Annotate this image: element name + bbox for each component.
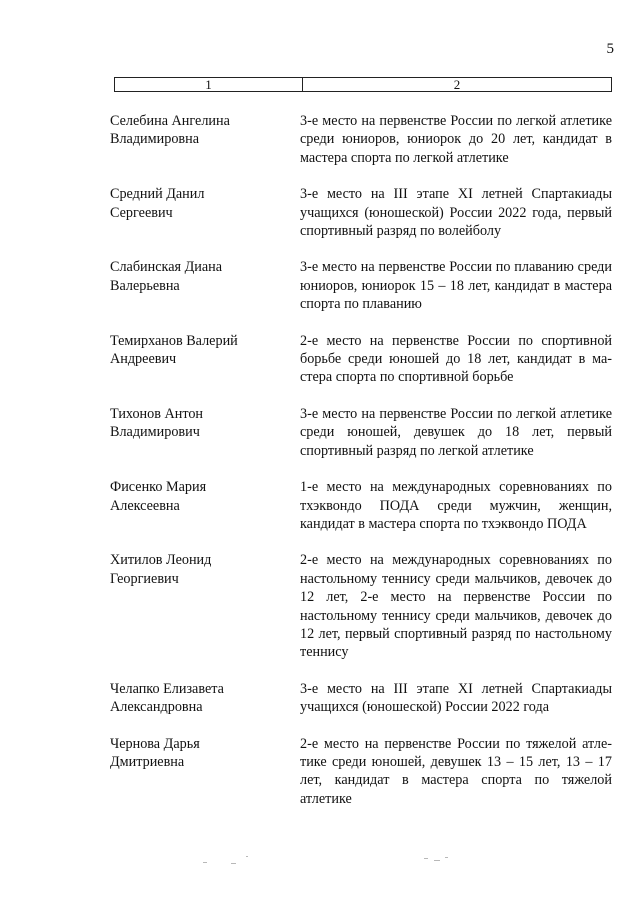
person-name [110,478,300,515]
person-surname-first-name: Чернова Дарья [110,735,200,752]
scan-artifacts [0,853,640,869]
scan-artifact-mark [231,863,236,864]
person-surname-first-name: Слабинская Диана [110,259,223,276]
column-header-2: 2 [453,77,461,92]
person-name [110,185,300,222]
list-item [110,332,614,387]
scan-artifact-mark [445,857,448,858]
list-item [110,680,614,717]
person-name [110,332,300,369]
person-patronymic: Дмитриевна [110,753,185,770]
achievement-description: 1-е место на международных соревнованиях по тхэквондо ПОДА среди мужчин, женщин, кандидат в мастера спорта по тхэквондо ПОДА [300,479,612,532]
list-item [110,735,614,809]
list-item [110,478,614,533]
person-surname-first-name: Челапко Елизавета [110,680,224,697]
person-patronymic: Сергеевич [110,204,173,221]
scan-artifact-mark [434,860,440,861]
person-patronymic: Андреевич [110,351,177,368]
person-name [110,112,300,149]
achievement-description: 2-е место на первенстве России по спортивной борьбе среди юношей до 18 лет, кандидат в мастера спорта по спортивной борьбе [300,332,612,386]
person-patronymic: Георгиевич [110,570,179,587]
column-header-1: 1 [115,78,303,91]
person-surname-first-name: Селебина Ангелина [110,113,230,129]
person-surname-first-name: Фисенко Мария [110,479,207,496]
list-item [110,185,614,240]
person-name [110,735,300,772]
award-list [110,112,614,826]
person-name [110,680,300,717]
person-surname-first-name: Хитилов Леонид [110,552,212,569]
scan-artifact-mark [424,858,428,859]
achievement-description: 2-е место на первенстве России по тяжелой атлетике среди юношей, девушек 13 – 15 лет, 13 – 17 лет, кандидат в мастера спорта по тяжелой атлетике [300,735,612,807]
person-surname-first-name: Темирханов Валерий [110,332,238,349]
column-header-row [114,77,612,92]
achievement-description: 3-е место на III этапе XI летней Спартакиады учащихся (юношеской) России 2022 года [300,680,612,716]
list-item [110,405,614,460]
person-name [110,258,300,295]
list-item [110,112,614,167]
person-patronymic: Владимировна [110,131,199,148]
list-item [110,258,614,313]
achievement-description: 3-е место на первенстве России по легкой атлетике среди юниоров, юниорок до 20 лет, кандидат в мастера спорта по легкой атлетике [300,113,612,166]
person-name [110,551,300,588]
person-surname-first-name: Тихонов Антон [110,405,204,422]
list-item [110,551,614,661]
person-patronymic: Валерьевна [110,277,180,294]
achievement-description: 3-е место на III этапе XI летней Спартакиады учащихся (юношеской) России 2022 года, первый спортивный разряд по волейболу [300,186,612,240]
person-surname-first-name: Средний Данил [110,186,205,203]
page-number: 5 [606,41,614,57]
scan-artifact-mark [246,856,248,857]
scan-artifact-mark [203,862,207,863]
person-patronymic: Алексеевна [110,497,180,514]
person-patronymic: Александровна [110,699,203,716]
person-name [110,405,300,442]
achievement-description: 2-е место на международных соревнованиях по настольному теннису среди мальчиков, девочек до 12 лет, 2-е место на первенстве России по настольному теннису среди мальчиков, девочек до 12 лет, первый спортивный разряд по настольному теннису [300,552,612,661]
achievement-description: 3-е место на первенстве России по плаванию среди юниоров, юниорок 15 – 18 лет, кандидат в мастера спорта по плаванию [300,259,612,313]
person-patronymic: Владимирович [110,424,200,441]
achievement-description: 3-е место на первенстве России по легкой атлетике среди юношей, девушек до 18 лет, первый спортивный разряд по легкой атлетике [300,405,612,459]
